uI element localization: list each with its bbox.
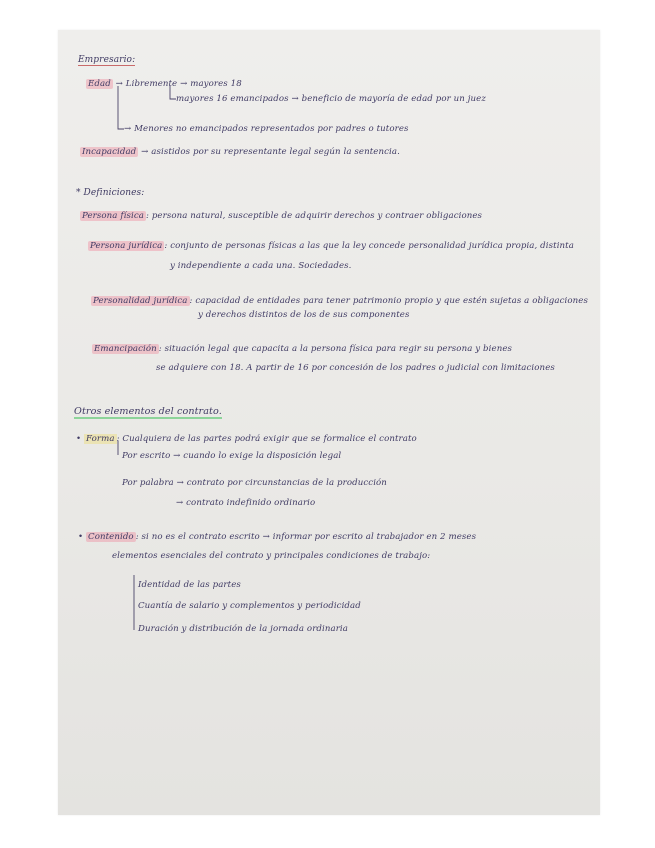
section-title-definiciones: * Definiciones: [76,188,145,198]
def-personalidad-juridica [91,296,588,306]
term-contenido: Contenido [88,532,134,542]
def-emancipacion [92,344,512,354]
line-por-palabra: Por palabra → contrato por circunstancias de la producción [122,478,387,488]
term-edad: Edad [88,79,111,89]
line-menores: → Menores no emancipados representados por padres o tutores [124,124,409,134]
persona-fisica-text: : persona natural, susceptible de adquirir derechos y contraer obligaciones [146,211,483,221]
list-item-cuantia: Cuantía de salario y complementos y periodicidad [138,601,361,611]
section-title-otros-elementos: Otros elementos del contrato. [74,406,222,417]
forma-text: : Cualquiera de las partes podrá exigir que se formalice el contrato [116,434,417,444]
persona-juridica-text: : conjunto de personas físicas a las que la ley concede personalidad jurídica propia, distinta [164,241,574,251]
emancipacion-text: : situación legal que capacita a la persona física para regir su persona y bienes [158,344,513,354]
line-emancipados: mayores 16 emancipados → beneficio de mayoría de edad por un juez [176,94,486,104]
term-persona-juridica: Persona jurídica [90,241,163,251]
line-contenido: • Contenido : si no es el contrato escrito → informar por escrito al trabajador en 2 meses [78,532,477,542]
term-persona-fisica: Persona física [82,211,144,221]
personalidad-juridica-text: : capacidad de entidades para tener patrimonio propio y que estén sujetas a obligaciones [189,296,588,306]
term-incapacidad: Incapacidad [82,147,137,157]
term-personalidad-juridica: Personalidad jurídica [93,296,188,306]
emancipacion-text-2: se adquiere con 18. A partir de 16 por concesión de los padres o judicial con limitaciones [156,363,555,373]
list-item-identidad: Identidad de las partes [138,580,241,590]
edad-text: → Libremente → mayores 18 [115,79,242,89]
line-contrato-indefinido: → contrato indefinido ordinario [176,498,316,508]
line-por-escrito: Por escrito → cuando lo exige la disposición legal [122,451,342,461]
term-emancipacion: Emancipación [94,344,157,354]
line-incapacidad [80,147,400,157]
persona-juridica-text-2: y independiente a cada una. Sociedades. [170,261,352,271]
line-forma: • Forma : Cualquiera de las partes podrá exigir que se formalice el contrato [76,434,417,444]
list-item-duracion: Duración y distribución de la jornada ordinaria [138,624,349,634]
contenido-text: : si no es el contrato escrito → informar por escrito al trabajador en 2 meses [135,532,477,542]
contenido-text-2: elementos esenciales del contrato y principales condiciones de trabajo: [112,551,431,561]
incapacidad-text: → asistidos por su representante legal según la sentencia. [141,147,400,157]
personalidad-juridica-text-2: y derechos distintos de los de sus componentes [198,310,410,320]
def-persona-juridica [88,241,574,251]
line-edad [86,79,242,89]
term-forma: Forma [86,434,115,444]
section-title-empresario: Empresario: [78,55,136,65]
def-persona-fisica [80,211,482,221]
